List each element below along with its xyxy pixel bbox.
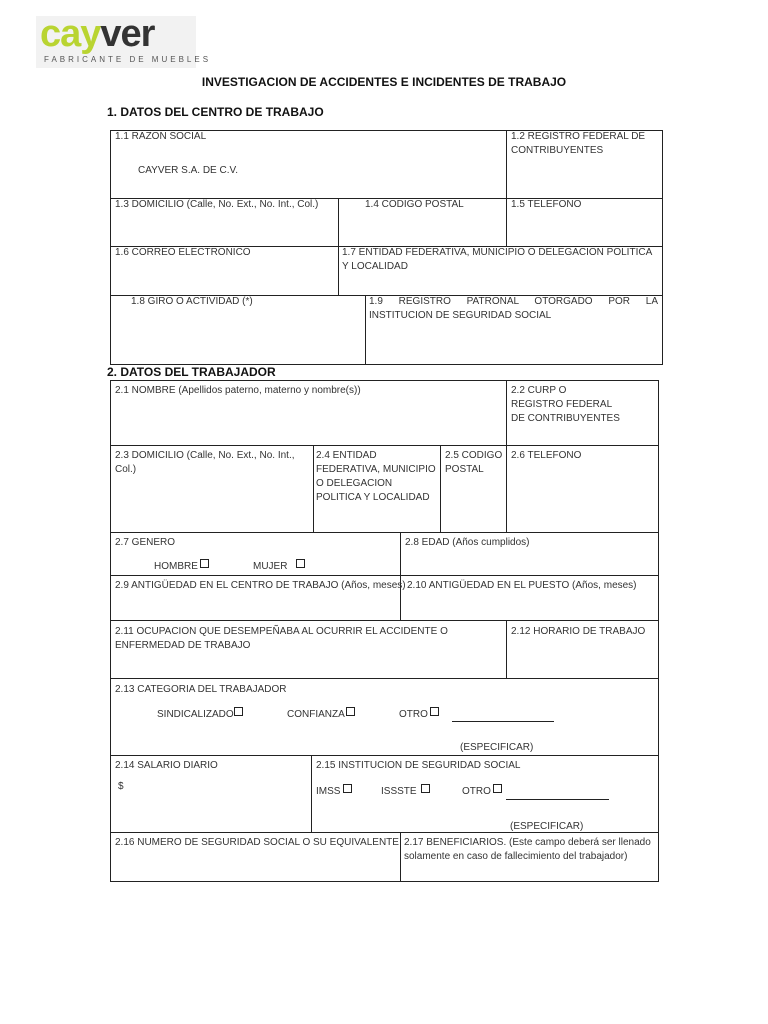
section1-heading: 1. DATOS DEL CENTRO DE TRABAJO: [107, 105, 324, 119]
field-2-4-label: 2.4 ENTIDAD FEDERATIVA, MUNICIPIO O DELEGACION POLITICA Y LOCALIDAD: [316, 450, 436, 503]
field-2-10-label: 2.10 ANTIGÜEDAD EN EL PUESTO (Años, meses): [407, 580, 637, 591]
field-2-17-label: 2.17 BENEFICIARIOS. (Este campo deberá ser llenado solamente en caso de fallecimiento del trabajador): [404, 837, 651, 862]
table-divider: [440, 445, 441, 532]
field-2-1-label: 2.1 NOMBRE (Apellidos paterno, materno y nombre(s)): [115, 385, 361, 396]
especificar-label: (ESPECIFICAR): [460, 742, 534, 753]
table-divider: [365, 295, 366, 365]
table-divider: [506, 380, 507, 532]
table-divider: [311, 755, 312, 832]
otro2-specify-line[interactable]: [506, 799, 609, 800]
table-divider: [110, 445, 659, 446]
company-logo: cayver: [40, 13, 155, 55]
field-2-8-label: 2.8 EDAD (Años cumplidos): [405, 537, 530, 548]
issste-checkbox[interactable]: [421, 784, 430, 793]
field-1-9-label: 1.9 REGISTRO PATRONAL OTORGADO POR LA INSTITUCION DE SEGURIDAD SOCIAL: [369, 296, 658, 321]
otro-specify-line[interactable]: [452, 721, 554, 722]
imss-checkbox[interactable]: [343, 784, 352, 793]
option-hombre-label: HOMBRE: [154, 561, 198, 572]
field-2-6-label: 2.6 TELEFONO: [511, 450, 582, 461]
table-divider: [400, 532, 401, 620]
field-2-12-label: 2.12 HORARIO DE TRABAJO: [511, 626, 646, 637]
table-divider: [110, 755, 659, 756]
section2-heading: 2. DATOS DEL TRABAJADOR: [107, 365, 276, 379]
field-1-4-label: 1.4 CODIGO POSTAL: [365, 199, 464, 210]
field-2-11-label: 2.11 OCUPACION QUE DESEMPEÑABA AL OCURRIR EL ACCIDENTE O ENFERMEDAD DE TRABAJO: [115, 626, 448, 651]
field-1-6-label: 1.6 CORREO ELECTRONICO: [115, 247, 251, 258]
option-mujer-label: MUJER: [253, 561, 288, 572]
especificar2-label: (ESPECIFICAR): [510, 821, 584, 832]
option-otro2-label: OTRO: [462, 786, 491, 797]
table-divider: [110, 532, 659, 533]
field-1-1-label: 1.1 RAZON SOCIAL: [115, 131, 207, 142]
field-2-15-label: 2.15 INSTITUCION DE SEGURIDAD SOCIAL: [316, 760, 521, 771]
logo-tagline: FABRICANTE DE MUEBLES: [44, 55, 212, 64]
table-divider: [110, 678, 659, 679]
field-1-8-label: 1.8 GIRO O ACTIVIDAD (*): [131, 296, 253, 307]
field-2-13-label: 2.13 CATEGORIA DEL TRABAJADOR: [115, 684, 287, 695]
option-confianza-label: CONFIANZA: [287, 709, 345, 720]
hombre-checkbox[interactable]: [200, 559, 209, 568]
field-2-7-label: 2.7 GENERO: [115, 537, 176, 548]
option-issste-label: ISSSTE: [381, 786, 417, 797]
option-sindicalizado-label: SINDICALIZADO: [157, 709, 234, 720]
field-2-2-label: 2.2 CURP O REGISTRO FEDERAL DE CONTRIBUYENTES: [511, 385, 620, 424]
table-divider: [110, 575, 659, 576]
field-1-2-label: 1.2 REGISTRO FEDERAL DE CONTRIBUYENTES: [511, 131, 646, 156]
mujer-checkbox[interactable]: [296, 559, 305, 568]
field-2-5-label: 2.5 CODIGO POSTAL: [445, 450, 503, 475]
table-divider: [313, 445, 314, 532]
field-2-9-label: 2.9 ANTIGÜEDAD EN EL CENTRO DE TRABAJO (Años, meses): [115, 580, 406, 591]
field-2-16-label: 2.16 NUMERO DE SEGURIDAD SOCIAL O SU EQUIVALENTE: [115, 837, 399, 848]
sindicalizado-checkbox[interactable]: [234, 707, 243, 716]
otro-checkbox[interactable]: [430, 707, 439, 716]
table-divider: [400, 832, 401, 882]
salary-currency-symbol: $: [118, 781, 124, 792]
field-1-5-label: 1.5 TELEFONO: [511, 199, 582, 210]
field-1-3-label: 1.3 DOMICILIO (Calle, No. Ext., No. Int., Col.): [115, 199, 319, 210]
option-imss-label: IMSS: [316, 786, 341, 797]
field-2-14-label: 2.14 SALARIO DIARIO: [115, 760, 218, 771]
table-divider: [506, 620, 507, 678]
otro2-checkbox[interactable]: [493, 784, 502, 793]
table-divider: [110, 620, 659, 621]
option-otro-label: OTRO: [399, 709, 428, 720]
field-2-3-label: 2.3 DOMICILIO (Calle, No. Ext., No. Int., Col.): [115, 450, 295, 475]
confianza-checkbox[interactable]: [346, 707, 355, 716]
field-1-7-label: 1.7 ENTIDAD FEDERATIVA, MUNICIPIO O DELEGACION POLITICA Y LOCALIDAD: [342, 247, 652, 272]
table-divider: [506, 130, 507, 246]
document-title: INVESTIGACION DE ACCIDENTES E INCIDENTES DE TRABAJO: [201, 75, 567, 89]
field-1-1-value[interactable]: CAYVER S.A. DE C.V.: [138, 165, 239, 176]
